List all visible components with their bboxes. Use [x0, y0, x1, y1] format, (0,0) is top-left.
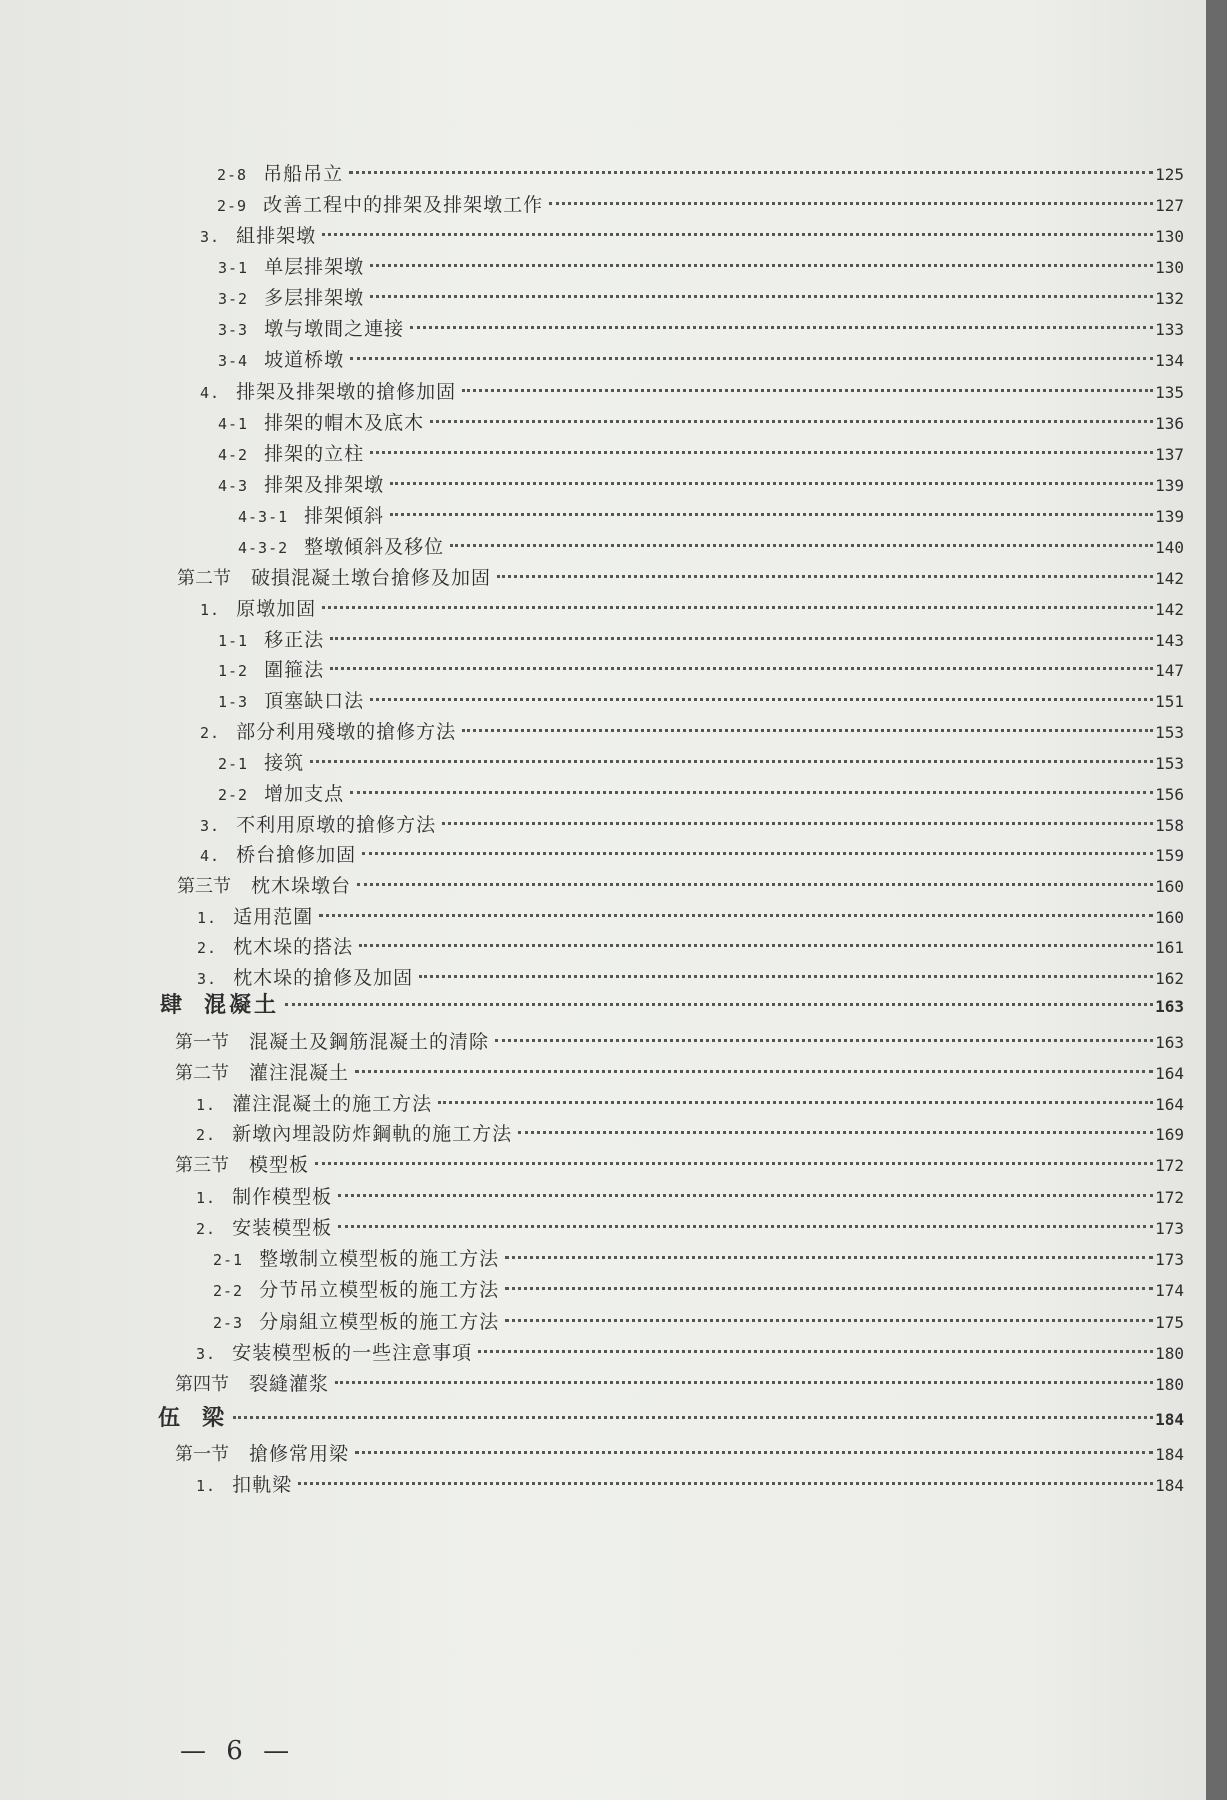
dot-leader [310, 760, 1153, 763]
toc-entry-title: 混凝土及鋼筋混凝土的清除 [249, 1031, 490, 1053]
toc-entry [217, 162, 1184, 187]
toc-entry-page: 180 [1155, 1375, 1184, 1394]
dot-leader [518, 1131, 1153, 1134]
toc-entry-number: 第三节 [175, 1155, 229, 1176]
dot-leader [298, 1482, 1153, 1485]
toc-entry [196, 1122, 1184, 1147]
toc-entry-number: 1. [196, 1477, 217, 1495]
toc-entry [218, 286, 1184, 311]
toc-entry-number: 4-3-1 [238, 508, 289, 526]
toc-entry-title: 多层排架墩 [264, 287, 365, 309]
toc-entry [213, 1278, 1184, 1303]
toc-entry-number: 第二节 [177, 568, 231, 589]
dot-leader [450, 544, 1153, 547]
toc-entry-number: 4-3-2 [238, 539, 289, 557]
toc-entry-number: 2. [200, 724, 221, 742]
toc-entry-page: 160 [1155, 908, 1184, 927]
toc-entry-number: 1. [196, 1189, 217, 1207]
toc-entry-number: 1-3 [218, 693, 249, 711]
dot-leader [285, 1003, 1153, 1006]
dot-leader [350, 357, 1153, 360]
toc-entry [217, 193, 1184, 218]
toc-entry-number: 2. [196, 1126, 217, 1144]
dot-leader [319, 914, 1153, 917]
toc-entry-title: 坡道桥墩 [264, 349, 345, 371]
toc-entry-page: 184 [1155, 1445, 1184, 1464]
toc-entry-number: 3. [196, 1345, 217, 1363]
dot-leader [430, 420, 1153, 423]
toc-entry-number: 3. [200, 817, 221, 835]
toc-entry-number: 4. [200, 384, 221, 402]
toc-section [175, 1061, 1184, 1086]
dot-leader [330, 667, 1153, 670]
toc-entry-number: 4. [200, 847, 221, 865]
toc-entry-page: 134 [1155, 351, 1184, 370]
toc-entry-number: 3-2 [218, 290, 249, 308]
toc-entry-page: 127 [1155, 196, 1184, 215]
toc-entry-page: 174 [1155, 1281, 1184, 1300]
toc-entry-page: 143 [1155, 631, 1184, 650]
dot-leader [350, 791, 1153, 794]
toc-entry [218, 411, 1184, 436]
toc-entry-number: 1-1 [218, 632, 249, 650]
toc-entry-title: 頂塞缺口法 [264, 690, 365, 712]
toc-entry-number: 第三节 [177, 876, 231, 897]
toc-entry-title: 扣軌梁 [232, 1474, 293, 1496]
toc-entry-page: 139 [1155, 476, 1184, 495]
toc-entry-number: 2-1 [218, 755, 249, 773]
toc-entry-number: 3. [197, 970, 218, 988]
toc-entry-title: 整墩傾斜及移位 [304, 536, 445, 558]
toc-entry-page: 175 [1155, 1313, 1184, 1332]
dot-leader [390, 513, 1153, 516]
toc-entry-title: 排架傾斜 [304, 505, 385, 527]
toc-entry [200, 813, 1184, 838]
toc-entry-title: 分扇組立模型板的施工方法 [259, 1311, 500, 1333]
toc-chapter [158, 1406, 1184, 1432]
toc-entry-title: 安装模型板 [232, 1217, 333, 1239]
toc-entry [218, 317, 1184, 342]
toc-entry-title: 混凝土 [204, 992, 280, 1018]
toc-entry-title: 排架及排架墩 [264, 474, 385, 496]
toc-entry-title: 接筑 [264, 752, 305, 774]
toc-entry-page: 163 [1155, 1033, 1184, 1052]
toc-entry-page: 135 [1155, 383, 1184, 402]
toc-entry-title: 裂縫灌浆 [249, 1373, 330, 1395]
dot-leader [362, 852, 1153, 855]
toc-entry-title: 新墩內埋設防炸鋼軌的施工方法 [232, 1123, 513, 1145]
toc-entry-number: 3-3 [218, 321, 249, 339]
toc-entry [213, 1310, 1184, 1335]
toc-entry-number: 1. [196, 1096, 217, 1114]
dot-leader [549, 202, 1153, 205]
dot-leader [478, 1350, 1153, 1353]
dot-leader [322, 233, 1153, 236]
toc-entry [200, 597, 1184, 622]
toc-entry-page: 132 [1155, 289, 1184, 308]
toc-entry [218, 751, 1184, 776]
toc-entry-title: 枕木垛墩台 [251, 875, 352, 897]
toc-entry-number: 第一节 [175, 1032, 229, 1053]
toc-entry-title: 不利用原墩的搶修方法 [236, 814, 437, 836]
dot-leader [349, 171, 1153, 174]
toc-entry-number: 3. [200, 228, 221, 246]
toc-entry-title: 模型板 [249, 1154, 310, 1176]
toc-entry [238, 535, 1184, 560]
toc-entry [196, 1185, 1184, 1210]
toc-entry-page: 162 [1155, 969, 1184, 988]
toc-entry-number: 2-9 [217, 197, 248, 215]
dot-leader [233, 1416, 1153, 1419]
toc-section [175, 1442, 1184, 1467]
toc-entry-number: 2-2 [213, 1282, 244, 1300]
toc-entry-number: 2-2 [218, 786, 249, 804]
toc-entry-page: 156 [1155, 785, 1184, 804]
dot-leader [497, 575, 1153, 578]
toc-entry-title: 灌注混凝土的施工方法 [232, 1093, 433, 1115]
toc-section [175, 1372, 1184, 1397]
toc-entry-number: 4-3 [218, 477, 249, 495]
toc-entry-number: 3-1 [218, 259, 249, 277]
toc-entry-page: 164 [1155, 1095, 1184, 1114]
toc-entry [200, 843, 1184, 868]
dot-leader [505, 1287, 1153, 1290]
toc-section [177, 874, 1184, 899]
toc-entry-page: 142 [1155, 600, 1184, 619]
toc-entry-page: 173 [1155, 1250, 1184, 1269]
toc-entry-title: 吊船吊立 [263, 163, 344, 185]
toc-entry-title: 搶修常用梁 [249, 1443, 350, 1465]
toc-entry-page: 184 [1155, 1476, 1184, 1495]
toc-entry-title: 增加支点 [264, 783, 345, 805]
toc-entry-page: 125 [1155, 165, 1184, 184]
dot-leader [419, 975, 1153, 978]
toc-entry [218, 473, 1184, 498]
toc-entry-title: 排架及排架墩的搶修加固 [236, 381, 457, 403]
toc-entry-title: 灌注混凝土 [249, 1062, 350, 1084]
toc-entry-page: 153 [1155, 754, 1184, 773]
toc-entry-page: 130 [1155, 227, 1184, 246]
toc-entry [196, 1473, 1184, 1498]
toc-entry-number: 2. [196, 1220, 217, 1238]
toc-entry-title: 排架的帽木及底木 [264, 412, 425, 434]
toc-entry-title: 整墩制立模型板的施工方法 [259, 1248, 500, 1270]
toc-entry-number: 肆 [160, 992, 183, 1018]
toc-entry-page: 180 [1155, 1344, 1184, 1363]
toc-entry [218, 442, 1184, 467]
toc-entry-page: 164 [1155, 1064, 1184, 1083]
toc-section [177, 566, 1184, 591]
toc-entry-number: 第四节 [175, 1374, 229, 1395]
toc-entry [196, 1341, 1184, 1366]
toc-entry-page: 147 [1155, 661, 1184, 680]
dot-leader [338, 1194, 1153, 1197]
dot-leader [322, 606, 1153, 609]
toc-entry [218, 255, 1184, 280]
toc-entry-title: 适用范圍 [233, 906, 314, 928]
toc-entry-number: 第一节 [175, 1444, 229, 1465]
toc-entry [196, 1092, 1184, 1117]
toc-entry-title: 組排架墩 [236, 225, 317, 247]
dot-leader [359, 944, 1153, 947]
dot-leader [370, 698, 1153, 701]
toc-entry [197, 966, 1184, 991]
toc-entry [200, 380, 1184, 405]
toc-entry-page: 172 [1155, 1156, 1184, 1175]
toc-entry-page: 137 [1155, 445, 1184, 464]
toc-entry-title: 枕木垛的搭法 [233, 936, 354, 958]
page-number: — 6 — [180, 1736, 296, 1766]
toc-entry-title: 破損混凝土墩台搶修及加固 [251, 567, 492, 589]
toc-entry-number: 3-4 [218, 352, 249, 370]
toc-entry-number: 1. [197, 909, 218, 927]
toc-entry-number: 2-1 [213, 1251, 244, 1269]
toc-entry [218, 658, 1184, 683]
dot-leader [357, 883, 1153, 886]
dot-leader [390, 482, 1153, 485]
toc-entry-title: 原墩加固 [236, 598, 317, 620]
toc-entry-page: 161 [1155, 938, 1184, 957]
toc-entry [196, 1216, 1184, 1241]
toc-entry [197, 905, 1184, 930]
toc-entry-title: 制作模型板 [232, 1186, 333, 1208]
toc-entry-title: 分节吊立模型板的施工方法 [259, 1279, 500, 1301]
toc-entry-title: 排架的立柱 [264, 443, 365, 465]
dot-leader [330, 637, 1153, 640]
dot-leader [370, 451, 1153, 454]
dot-leader [495, 1039, 1153, 1042]
toc-entry [197, 935, 1184, 960]
dot-leader [338, 1225, 1153, 1228]
toc-entry-title: 单层排架墩 [264, 256, 365, 278]
toc-entry-number: 4-1 [218, 415, 249, 433]
toc-entry-page: 160 [1155, 877, 1184, 896]
toc-entry-page: 140 [1155, 538, 1184, 557]
toc-entry [218, 689, 1184, 714]
dot-leader [370, 295, 1153, 298]
toc-entry [218, 782, 1184, 807]
toc-entry-title: 安装模型板的一些注意事項 [232, 1342, 473, 1364]
toc-entry-page: 158 [1155, 816, 1184, 835]
toc-entry-number: 1-2 [218, 662, 249, 680]
toc-entry-number: 2. [197, 939, 218, 957]
toc-entry [218, 628, 1184, 653]
dot-leader [505, 1319, 1153, 1322]
toc-entry [238, 504, 1184, 529]
toc-entry [218, 348, 1184, 373]
toc-chapter [160, 993, 1184, 1019]
toc-entry-title: 移正法 [264, 629, 325, 651]
toc-entry-page: 139 [1155, 507, 1184, 526]
toc-entry-number: 2-3 [213, 1314, 244, 1332]
toc-entry [213, 1247, 1184, 1272]
toc-entry-title: 墩与墩間之連接 [264, 318, 405, 340]
toc-entry-page: 159 [1155, 846, 1184, 865]
toc-entry-page: 173 [1155, 1219, 1184, 1238]
toc-entry-title: 桥台搶修加固 [236, 844, 357, 866]
toc-section [175, 1030, 1184, 1055]
toc-entry-page: 133 [1155, 320, 1184, 339]
toc-entry-title: 圍箍法 [264, 659, 325, 681]
toc-entry-page: 130 [1155, 258, 1184, 277]
toc-entry-page: 184 [1155, 1410, 1184, 1429]
toc-entry-title: 梁 [202, 1405, 228, 1431]
toc-entry-page: 153 [1155, 723, 1184, 742]
dot-leader [315, 1162, 1153, 1165]
toc-entry-number: 1. [200, 601, 221, 619]
dot-leader [355, 1070, 1153, 1073]
dot-leader [442, 822, 1153, 825]
toc-entry-page: 151 [1155, 692, 1184, 711]
dot-leader [355, 1451, 1153, 1454]
toc-entry-number: 4-2 [218, 446, 249, 464]
toc-entry-title: 改善工程中的排架及排架墩工作 [263, 194, 544, 216]
toc-section [175, 1153, 1184, 1178]
toc-entry [200, 224, 1184, 249]
dot-leader [505, 1256, 1153, 1259]
toc-entry-page: 142 [1155, 569, 1184, 588]
toc-entry-page: 163 [1155, 997, 1184, 1016]
dot-leader [438, 1101, 1153, 1104]
dot-leader [370, 264, 1153, 267]
toc-entry-title: 枕木垛的搶修及加固 [233, 967, 414, 989]
dot-leader [410, 326, 1153, 329]
toc-entry-title: 部分利用殘墩的搶修方法 [236, 721, 457, 743]
toc-entry-page: 169 [1155, 1125, 1184, 1144]
dot-leader [462, 389, 1153, 392]
toc-entry-number: 2-8 [217, 166, 248, 184]
dot-leader [335, 1381, 1153, 1384]
dot-leader [462, 729, 1153, 732]
toc-entry-page: 136 [1155, 414, 1184, 433]
toc-entry-number: 第二节 [175, 1063, 229, 1084]
toc-entry-number: 伍 [158, 1405, 181, 1431]
toc-entry [200, 720, 1184, 745]
toc-entry-page: 172 [1155, 1188, 1184, 1207]
